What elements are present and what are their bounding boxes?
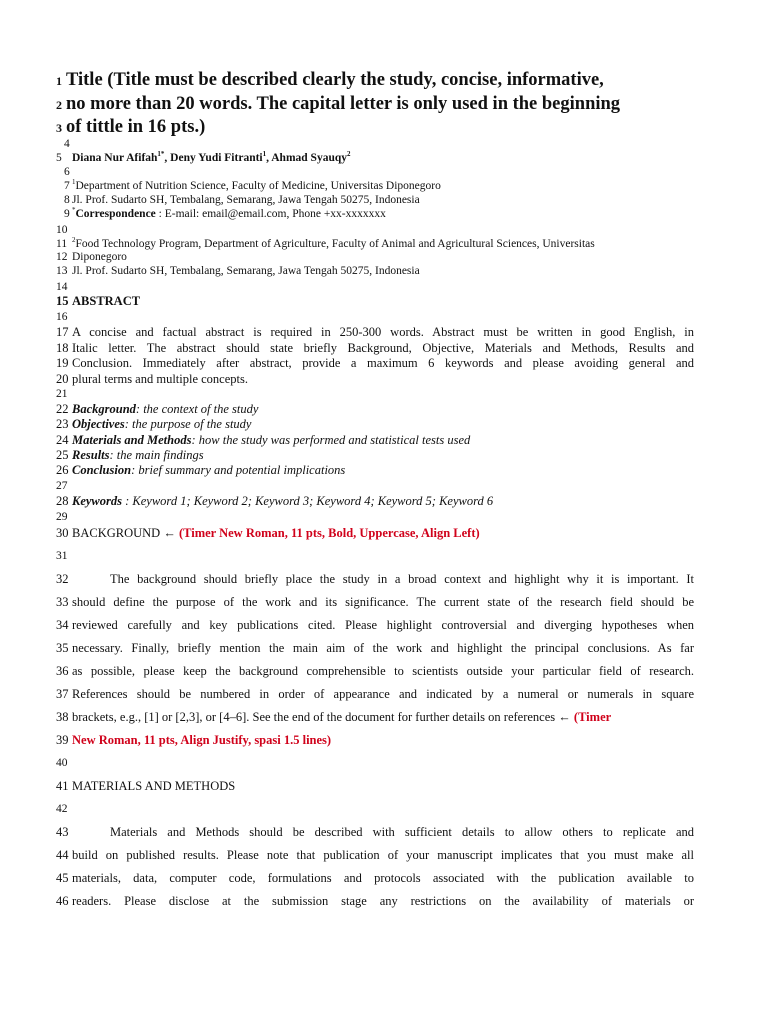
line-number: 16 <box>56 311 68 323</box>
format-note: (Timer <box>573 710 612 724</box>
line-number: 43 <box>56 825 69 839</box>
format-note: (Timer New Roman, 11 pts, Bold, Uppercase, Align Left) <box>178 526 480 540</box>
item-label: Conclusion <box>72 463 132 477</box>
abstract-line-4 <box>58 372 706 387</box>
methods-text: readers. Please disclose at the submission stage any restrictions on the availability of materials or <box>72 894 694 908</box>
affiliation-2-line-1 <box>58 238 706 250</box>
background-text: brackets, e.g., [1] or [2,3], or [4–6]. See the end of the document for further details on references <box>72 710 556 724</box>
line-number: 39 <box>56 733 69 747</box>
line-number: 44 <box>56 848 69 862</box>
line-number: 5 <box>56 152 62 164</box>
title-line-2 <box>58 94 706 115</box>
methods-heading <box>58 779 706 794</box>
line-number: 25 <box>56 448 69 462</box>
background-line-8 <box>58 733 706 748</box>
line-number: 6 <box>64 166 70 178</box>
affiliation-1-address: Jl. Prof. Sudarto SH, Tembalang, Semarang, Jawa Tengah 50275, Indonesia <box>72 194 420 206</box>
line-number: 26 <box>56 463 69 477</box>
format-note-cont: New Roman, 11 pts, Align Justify, spasi 1.5 lines) <box>72 733 332 747</box>
author-2-sup: 1 <box>262 150 267 159</box>
title-text: of tittle in 16 pts.) <box>66 117 206 137</box>
methods-heading-text: MATERIALS AND METHODS <box>72 779 236 793</box>
item-label: Objectives <box>72 417 125 431</box>
line-number: 38 <box>56 710 69 724</box>
line-number: 36 <box>56 664 69 678</box>
background-heading-text: BACKGROUND <box>72 526 161 540</box>
abstract-heading-text: ABSTRACT <box>72 294 141 308</box>
arrow-icon: ← <box>555 710 574 724</box>
line-number: 30 <box>56 526 69 540</box>
line-number: 24 <box>56 433 69 447</box>
title-text: no more than 20 words. The capital letter is only used in the beginning <box>66 94 621 114</box>
line-number: 2 <box>56 98 62 112</box>
abstract-heading <box>58 294 706 309</box>
methods-text: materials, data, computer code, formulations and protocols associated with the publication available to <box>72 871 694 885</box>
line-number: 18 <box>56 341 69 355</box>
line-number: 11 <box>56 238 68 250</box>
line-number: 19 <box>56 356 69 370</box>
abstract-item-methods <box>58 433 706 448</box>
background-line-6 <box>58 687 706 702</box>
affiliation-1-name: Department of Nutrition Science, Faculty of Medicine, Universitas Diponegoro <box>75 180 441 192</box>
author-2: Deny Yudi Fitranti <box>170 152 263 164</box>
methods-line-3 <box>58 871 706 886</box>
line-number: 42 <box>56 803 68 815</box>
affiliation-1-sup: 1 <box>72 178 76 187</box>
keywords-line <box>58 494 706 509</box>
methods-line-1 <box>58 825 706 840</box>
background-line-2 <box>58 595 706 610</box>
line-number: 31 <box>56 550 68 562</box>
line-number: 17 <box>56 325 69 339</box>
abstract-line-1 <box>58 325 706 340</box>
item-label: Materials and Methods <box>72 433 192 447</box>
arrow-icon: ← <box>160 526 179 540</box>
correspondence-label: Correspondence <box>75 208 156 220</box>
line-number: 23 <box>56 417 69 431</box>
abstract-item-objectives <box>58 417 706 432</box>
line-number: 32 <box>56 572 69 586</box>
correspondence-sup: * <box>72 206 76 215</box>
methods-line-2 <box>58 848 706 863</box>
line-number: 20 <box>56 372 69 386</box>
line-number: 22 <box>56 402 69 416</box>
background-text: as possible, please keep the background comprehensible to scientists outside your particular field of research. <box>72 664 694 678</box>
background-text: The background should briefly place the study in a broad context and highlight why it is important. It <box>110 572 694 586</box>
affiliation-1-line-2 <box>58 194 706 206</box>
line-number: 10 <box>56 224 68 236</box>
keywords-label: Keywords <box>72 494 122 508</box>
abstract-text: Conclusion. Immediately after abstract, provide a maximum 6 keywords and please avoiding general and <box>72 356 694 370</box>
line-number: 4 <box>64 138 70 150</box>
title-text: Title (Title must be described clearly the study, concise, informative, <box>66 70 604 90</box>
line-number: 14 <box>56 281 68 293</box>
methods-text: build on published results. Please note that publication of your manuscript implicates that you must make all <box>72 848 694 862</box>
background-heading <box>58 526 706 541</box>
item-text: : the context of the study <box>135 402 259 416</box>
affiliation-2-address: Jl. Prof. Sudarto SH, Tembalang, Semarang, Jawa Tengah 50275, Indonesia <box>72 265 420 277</box>
author-3: Ahmad Syauqy <box>271 152 347 164</box>
line-number: 34 <box>56 618 69 632</box>
background-text: reviewed carefully and key publications cited. Please highlight controversial and diverging hypotheses when <box>72 618 694 632</box>
item-label: Background <box>72 402 136 416</box>
background-line-5 <box>58 664 706 679</box>
background-line-1 <box>58 572 706 587</box>
affiliation-1-line-1 <box>58 180 706 192</box>
line-number: 40 <box>56 757 68 769</box>
abstract-text: plural terms and multiple concepts. <box>72 372 248 386</box>
abstract-text: A concise and factual abstract is required in 250-300 words. Abstract must be written in good English, in <box>72 325 694 339</box>
line-number: 41 <box>56 779 69 793</box>
background-line-7 <box>58 710 706 725</box>
line-number: 33 <box>56 595 69 609</box>
line-number: 12 <box>56 251 68 263</box>
line-number: 15 <box>56 294 69 308</box>
line-number: 1 <box>56 74 62 88</box>
correspondence-line <box>58 208 706 220</box>
methods-line-4 <box>58 894 706 909</box>
methods-text: Materials and Methods should be described with sufficient details to allow others to replicate and <box>110 825 694 839</box>
line-number: 3 <box>56 121 62 135</box>
author-line: 5 Diana Nur Afifah$^{1*}$, Deny Yudi Fitranti$^1$, Ahmad Syauqy$^2$ <box>56 150 351 164</box>
title-line-3 <box>58 117 706 138</box>
background-line-3 <box>58 618 706 633</box>
background-text: should define the purpose of the work and its significance. The current state of the research field should be <box>72 595 694 609</box>
line-number: 13 <box>56 265 68 277</box>
line-number: 29 <box>56 511 68 523</box>
affiliation-2-name-cont: Diponegoro <box>72 251 127 263</box>
title-line-1 <box>58 70 706 91</box>
line-number: 46 <box>56 894 69 908</box>
abstract-item-conclusion <box>58 463 706 478</box>
background-text: References should be numbered in order of appearance and indicated by a numeral or numerals in square <box>72 687 694 701</box>
author-1-sup: 1* <box>157 150 165 159</box>
affiliation-2-name: Food Technology Program, Department of Agriculture, Faculty of Animal and Agricultural Sciences, Universitas <box>75 238 595 250</box>
item-text: : how the study was performed and statistical tests used <box>191 433 471 447</box>
line-number: 21 <box>56 388 68 400</box>
author-1: Diana Nur Afifah <box>72 152 158 164</box>
abstract-item-background <box>58 402 706 417</box>
line-number: 45 <box>56 871 69 885</box>
line-number: 35 <box>56 641 69 655</box>
abstract-text: Italic letter. The abstract should state briefly Background, Objective, Materials and Methods, Results and <box>72 341 694 355</box>
line-number: 7 <box>64 180 70 192</box>
background-line-4 <box>58 641 706 656</box>
correspondence-text: : E-mail: email@email.com, Phone +xx-xxxxxxx <box>155 208 386 220</box>
abstract-line-3 <box>58 356 706 371</box>
affiliation-2-line-2 <box>58 251 706 263</box>
item-text: : brief summary and potential implications <box>131 463 346 477</box>
abstract-line-2 <box>58 341 706 356</box>
item-text: : the purpose of the study <box>124 417 252 431</box>
line-number: 27 <box>56 480 68 492</box>
affiliation-2-sup: 2 <box>72 236 76 245</box>
line-number: 9 <box>64 208 70 220</box>
abstract-item-results <box>58 448 706 463</box>
item-label: Results <box>72 448 110 462</box>
line-number: 8 <box>64 194 70 206</box>
line-number: 28 <box>56 494 69 508</box>
item-text: : the main findings <box>109 448 204 462</box>
affiliation-2-line-3 <box>58 265 706 277</box>
author-3-sup: 2 <box>347 150 351 159</box>
line-number: 37 <box>56 687 69 701</box>
background-text: necessary. Finally, briefly mention the main aim of the work and highlight the principal conclusions. As far <box>72 641 694 655</box>
keywords-text: : Keyword 1; Keyword 2; Keyword 3; Keyword 4; Keyword 5; Keyword 6 <box>122 494 494 508</box>
